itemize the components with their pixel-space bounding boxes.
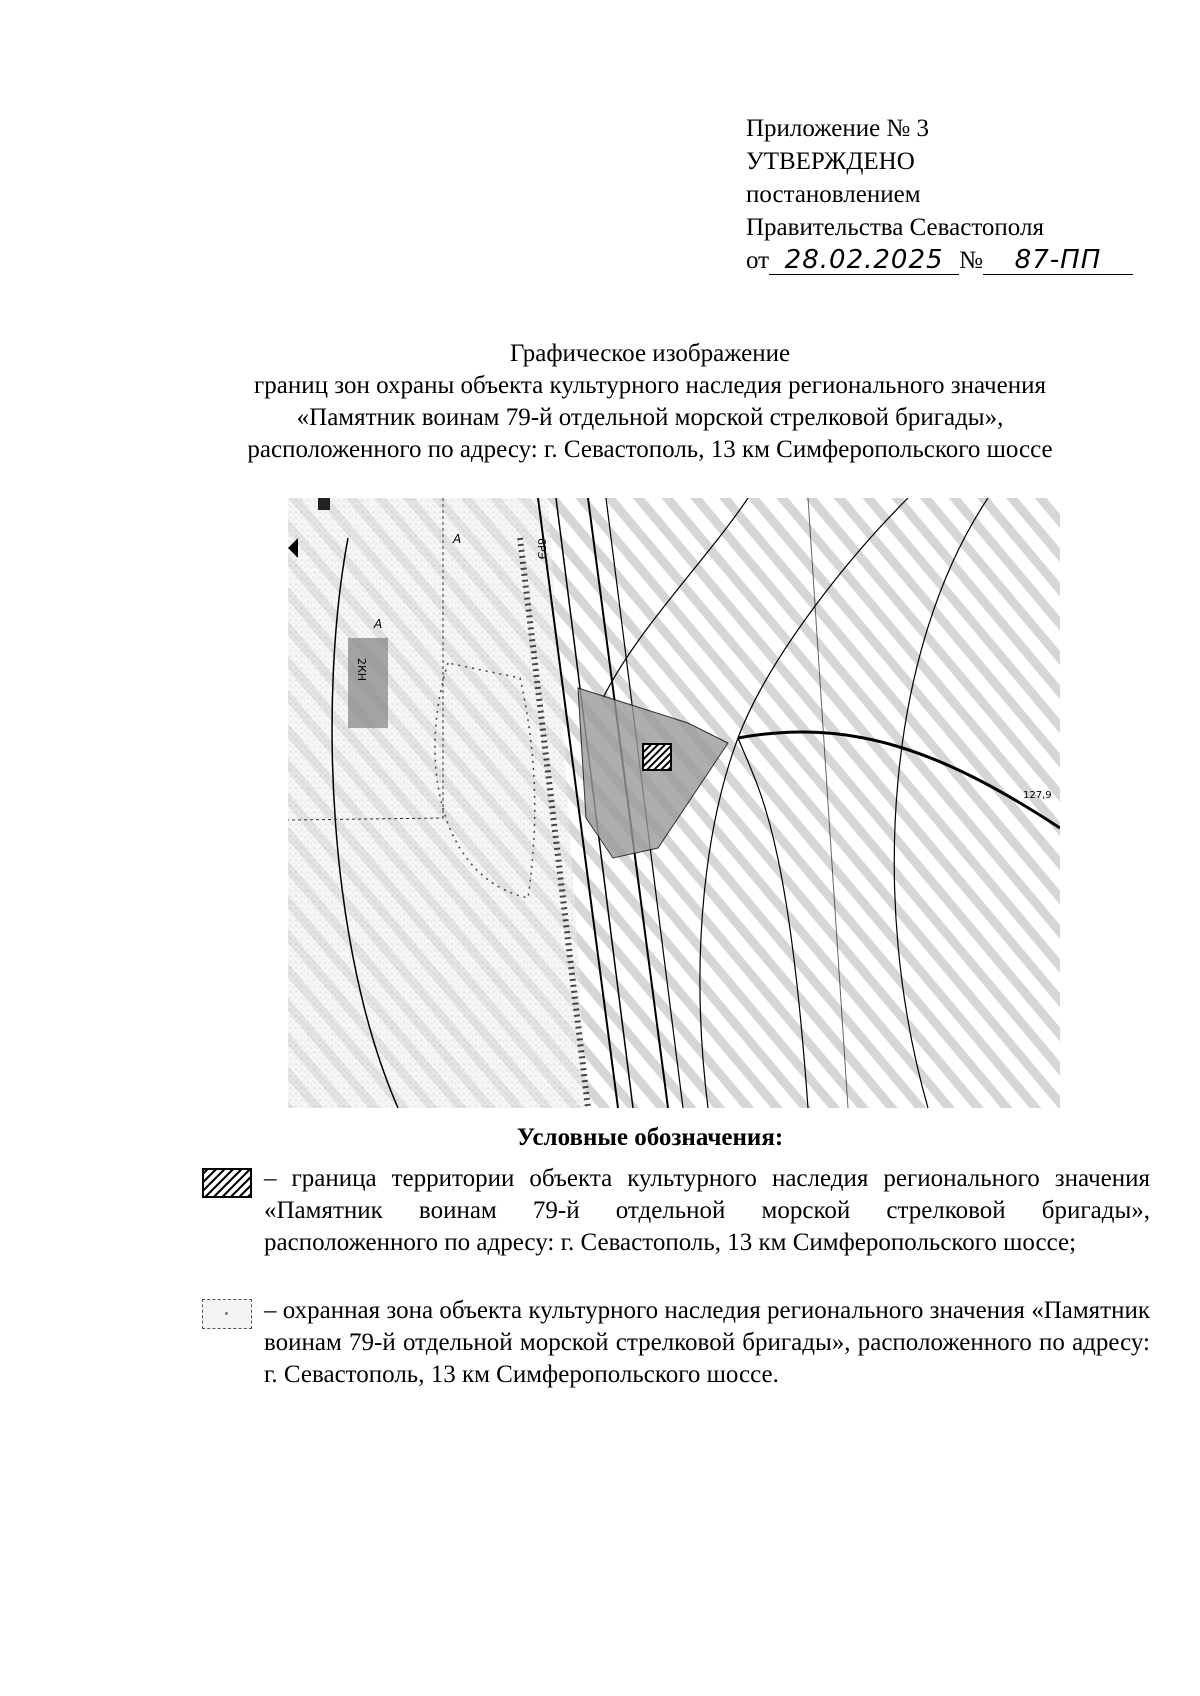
- number-prefix: №: [959, 247, 983, 274]
- date-prefix: от: [746, 247, 770, 274]
- handwritten-number: 87-ПП: [983, 246, 1133, 275]
- approval-block: [746, 112, 1166, 277]
- resolution-label: постановлением: [746, 181, 921, 208]
- terrain-left: [288, 498, 588, 1108]
- marker-square: [318, 498, 330, 510]
- approved-label: УТВЕРЖДЕНО: [746, 148, 915, 175]
- building-2kn: [348, 638, 388, 728]
- title-line-3: «Памятник воинам 79-й отдельной морской стрелковой бригады»,: [296, 404, 1004, 431]
- title-line-4: расположенного по адресу: г. Севастополь, 13 км Симферопольского шоссе: [247, 436, 1053, 463]
- building-label: 2КН: [355, 658, 368, 682]
- government-label: Правительства Севастополя: [746, 214, 1044, 241]
- date-number-line: [746, 244, 1166, 277]
- handwritten-date: 28.02.2025: [769, 246, 959, 275]
- elevation-label: 127,9: [1023, 790, 1052, 801]
- dotted-zone-icon: [202, 1299, 252, 1329]
- document-title: [150, 338, 1150, 466]
- title-line-1: Графическое изображение: [509, 340, 791, 367]
- zone-a-label-2: А: [374, 617, 383, 631]
- road-label: 6РЭ: [535, 538, 548, 560]
- appendix-number: Приложение № 3: [746, 115, 930, 142]
- site-map: [288, 498, 1060, 1108]
- title-line-2: границ зон охраны объекта культурного наследия регионального значения: [254, 372, 1046, 399]
- legend-heading: Условные обозначения:: [516, 1124, 784, 1151]
- hatch-pattern-icon: [202, 1168, 252, 1198]
- monument-territory: [643, 744, 671, 770]
- legend-item-territory: – граница территории объекта культурного наследия регионального значения «Памятник воинам 79-й отдельной морской стрелковой бригады», расположенного по адресу: г. Севастополь, 13 км Симферопольского шоссе;: [264, 1165, 1150, 1256]
- zone-a-label: А: [453, 532, 462, 546]
- legend-item-protection-zone: – охранная зона объекта культурного наследия регионального значения «Памятник воинам 79-й отдельной морской стрелковой бригады», расположенного по адресу: г. Севастополь, 13 км Симферопольского шоссе.: [264, 1297, 1150, 1388]
